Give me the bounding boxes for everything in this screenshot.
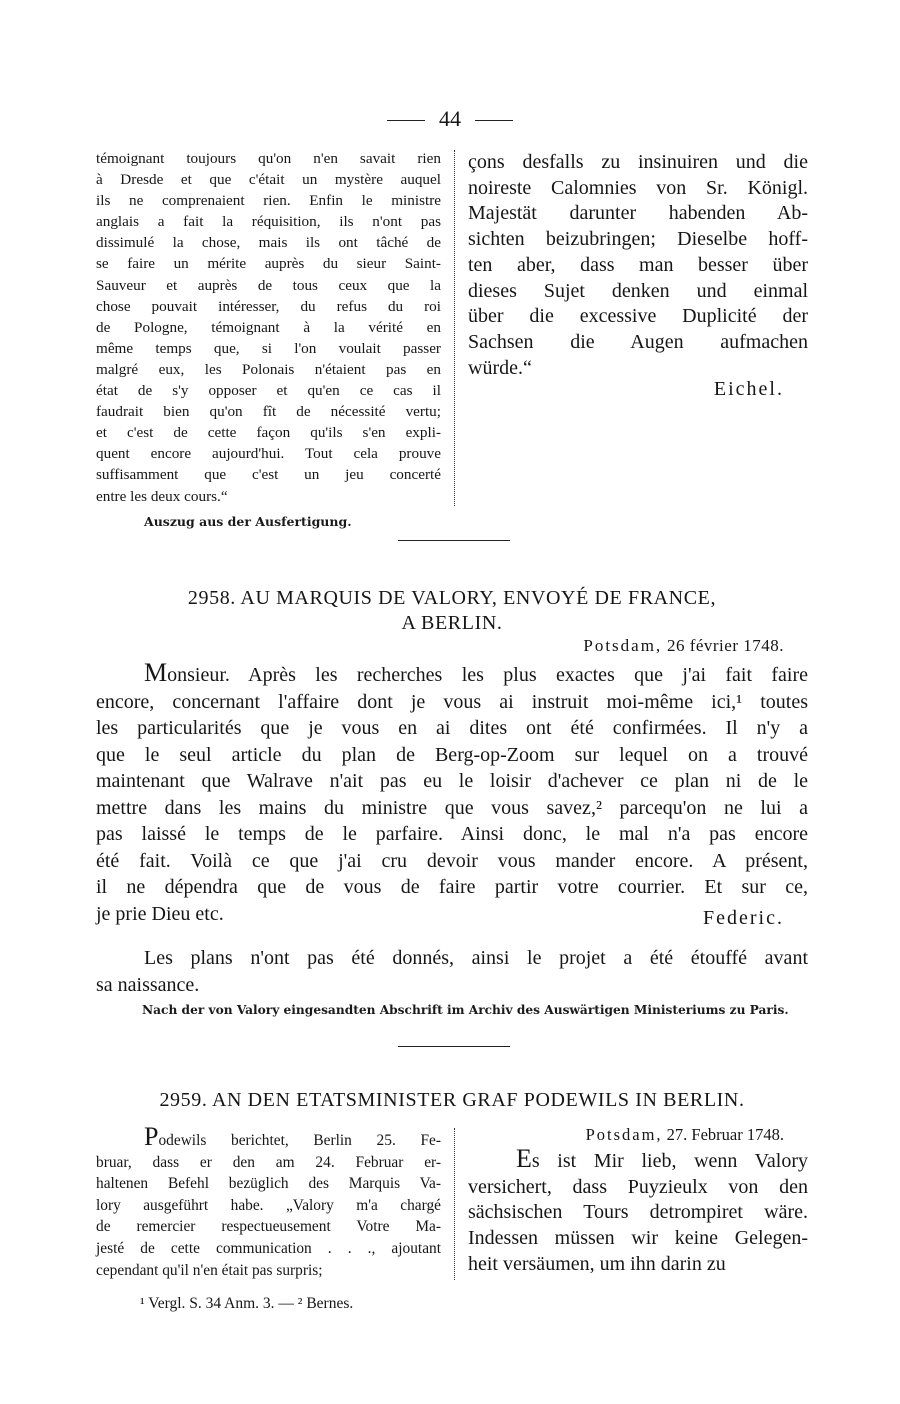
text-line: faudrait bien qu'on fît de nécessité vertu; — [96, 403, 441, 421]
letter-2958-date: 26 février 1748. — [666, 636, 784, 655]
text-line: encore, concernant l'affaire dont je vous ai instruit moi-même ici,¹ toutes — [96, 690, 808, 713]
text-line: maintenant que Walrave n'ait pas eu le loisir d'achever ce plan ni de le — [96, 770, 808, 792]
text-line: s ist Mir lieb, wenn Valory — [531, 1150, 808, 1172]
continuation-left-column — [96, 148, 441, 507]
text-line: état de s'y opposer et qu'en ce cas il — [96, 382, 441, 400]
drop-cap-letter: M — [144, 658, 168, 687]
text-line: de remercier respectueusement Votre Ma- — [96, 1218, 441, 1236]
signature-eichel: Eichel. — [713, 378, 784, 401]
letter-2958-heading — [96, 586, 808, 636]
letter-2958-title-2: A BERLIN. — [401, 612, 503, 634]
text-line: odewils berichtet, Berlin 25. Fe- — [158, 1132, 441, 1149]
text-line: chose pouvait intéresser, du refus du roi — [96, 297, 441, 315]
header-dash-right — [475, 120, 513, 121]
letter-2959-date: 27. Februar 1748. — [666, 1125, 784, 1144]
text-line: noireste Calomnies von Sr. Königl. — [468, 176, 808, 199]
text-line: Indessen müssen wir keine Gelegen- — [468, 1227, 808, 1250]
text-line: quent encore aujourd'hui. Tout cela prouve — [96, 445, 441, 463]
text-line: çons desfalls zu insinuiren und die — [468, 151, 808, 173]
continuation-right-column — [468, 150, 808, 403]
text-line: les particularités que je vous en ai dites ont été confirmées. Il n'y a — [96, 717, 808, 739]
text-line: haltenen Befehl bezüglich des Marquis Va- — [96, 1175, 441, 1193]
text-line: malgré eux, les Polonais n'étaient pas en — [96, 360, 441, 378]
text-line: dieses Sujet denken und einmal — [468, 279, 808, 302]
letter-2959-number: 2959. — [159, 1089, 208, 1111]
letter-2959-left-column — [96, 1122, 441, 1281]
postscript-line: sa naissance. — [96, 973, 200, 996]
text-line: ils ne comprenaient rien. Enfin le ministre — [96, 192, 441, 210]
text-line: sichten beizubringen; Dieselbe hoff- — [468, 228, 808, 251]
text-line: sächsischen Tours detrompiret wäre. — [468, 1201, 808, 1224]
letter-2958-title-1: AU MARQUIS DE VALORY, ENVOYÉ DE FRANCE, — [240, 587, 717, 609]
column-divider-top — [454, 150, 455, 506]
text-line: entre les deux cours.“ — [96, 487, 228, 505]
text-line: de Pologne, témoignant à la vérité en — [96, 318, 441, 336]
letter-2958-place: Potsdam, — [583, 636, 663, 655]
text-line: heit versäumen, um ihn darin zu — [468, 1252, 726, 1275]
text-line: et c'est de cette façon qu'ils s'en expli- — [96, 424, 441, 442]
letter-2958-postscript — [96, 945, 808, 998]
text-line: Sachsen die Augen aufmachen — [468, 330, 808, 353]
text-line: pas laissé le temps de le parfaire. Ainsi donc, le mal n'a pas encore — [96, 823, 808, 845]
text-line: cependant qu'il n'en était pas surpris; — [96, 1261, 323, 1279]
text-line: ten aber, dass man besser über — [468, 253, 808, 276]
text-line: témoignant toujours qu'on n'en savait rien — [96, 150, 441, 167]
letter-2959-heading — [96, 1088, 808, 1113]
text-line: dissimulé la chose, mais ils ont tâché de — [96, 234, 441, 252]
letter-2959-place: Potsdam, — [585, 1125, 663, 1144]
postscript-line: Les plans n'ont pas été donnés, ainsi le projet a été étouffé avant — [144, 947, 808, 969]
text-line: été fait. Voilà ce que j'ai cru devoir vous mander encore. A présent, — [96, 849, 808, 872]
source-note-2958: Nach der von Valory eingesandten Abschrift im Archiv des Auswärtigen Ministeriums zu Paris. — [142, 1003, 789, 1017]
letter-2959-title: AN DEN ETATSMINISTER GRAF PODEWILS IN BERLIN. — [211, 1089, 745, 1111]
drop-cap-letter: P — [144, 1122, 159, 1151]
text-line — [96, 660, 808, 689]
text-line: Sauveur et auprès de tous ceux que la — [96, 276, 441, 294]
text-line: il ne dépendra que de vous de faire partir votre courrier. Et sur ce, — [96, 876, 808, 898]
text-line: onsieur. Après les recherches les plus exactes que j'ai fait faire — [167, 664, 808, 686]
page-number-text: 44 — [439, 106, 461, 131]
text-line: lory ausgeführt habe. „Valory m'a chargé — [96, 1196, 441, 1214]
footnotes: ¹ Vergl. S. 34 Anm. 3. — ² Bernes. — [140, 1295, 354, 1312]
text-line: versichert, dass Puyzieulx von den — [468, 1175, 808, 1198]
text-line: mettre dans les mains du ministre que vous savez,² parcequ'on ne lui a — [96, 796, 808, 819]
section-divider-2 — [398, 1046, 510, 1047]
column-divider-bottom — [454, 1128, 455, 1280]
source-note-top: Auszug aus der Ausfertigung. — [144, 514, 352, 529]
signature-federic: Federic. — [703, 907, 784, 929]
text-line: à Dresde et que c'était un mystère auquel — [96, 171, 441, 189]
header-dash-left — [387, 120, 425, 121]
letter-2959-right-column — [468, 1124, 808, 1278]
text-line: jesté de cette communication . . ., ajoutant — [96, 1239, 441, 1257]
text-line: je prie Dieu etc. — [96, 902, 224, 925]
letter-2958-number: 2958. — [187, 587, 236, 609]
letter-2958-dateline — [583, 636, 784, 656]
text-line — [96, 1122, 441, 1152]
section-divider-1 — [398, 540, 510, 541]
drop-cap-letter: E — [516, 1144, 532, 1173]
text-line: se faire un mérite auprès du sieur Saint- — [96, 255, 441, 273]
text-line: anglais a fait la réquisition, ils n'ont pas — [96, 213, 441, 231]
letter-2958-body — [96, 660, 808, 932]
text-line: würde.“ — [468, 356, 532, 379]
text-line: Majestät darunter habenden Ab- — [468, 202, 808, 225]
text-line: bruar, dass er den am 24. Februar er- — [96, 1153, 441, 1171]
text-line: que le seul article du plan de Berg-op-Zoom sur lequel on a trouvé — [96, 743, 808, 766]
text-line: suffisamment que c'est un jeu concerté — [96, 466, 441, 484]
text-line: même temps que, si l'on voulait passer — [96, 339, 441, 357]
text-line — [468, 1146, 808, 1175]
letter-2959-dateline — [468, 1124, 808, 1146]
text-line: über die excessive Duplicité der — [468, 305, 808, 328]
page-number — [0, 106, 900, 132]
